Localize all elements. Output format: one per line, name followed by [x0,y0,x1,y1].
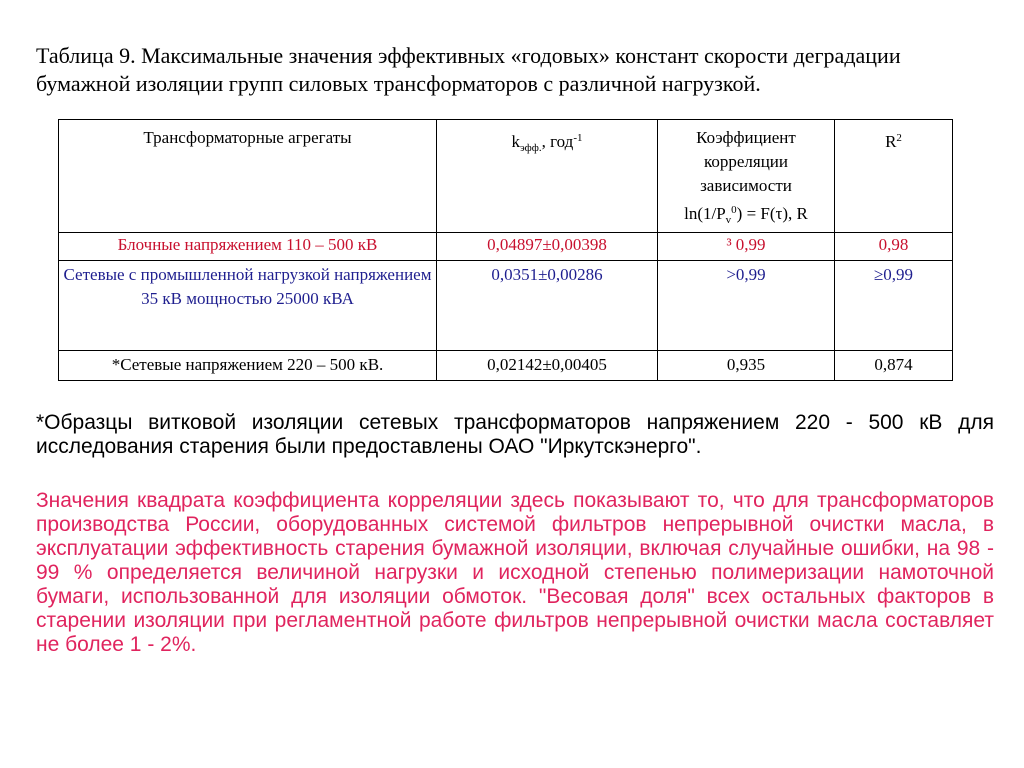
table-row [59,351,953,381]
row-network-correlation: 0,935 [658,351,835,381]
table-caption [36,42,976,98]
header-k-eff-unit: , год [541,132,574,151]
header-correlation-formula-post: ) = F(τ), R [736,204,808,223]
row-network-k-eff: 0,02142±0,00405 [437,351,658,381]
header-r-squared [835,120,953,233]
header-correlation-formula-sub: v [725,214,732,226]
header-transformer-units [59,120,437,233]
row-block-correlation: ³ 0,99 [658,233,835,261]
row-block-group: Блочные напряжением 110 – 500 кВ [59,233,437,261]
table-header-row [59,120,953,233]
degradation-constants-table [58,119,953,381]
header-correlation-formula-pre: ln(1/P [684,204,726,223]
header-correlation-formula-sup: 0 [731,204,737,216]
row-grid-group: Сетевые с промышленной нагрузкой напряжением 35 кВ мощностью 25000 кВА [59,261,437,351]
table-row [59,261,953,351]
footnote-text: *Образцы витковой изоляции сетевых трансформаторов напряжением 220 - 500 кВ для исследования старения были предоставлены ОАО "Иркутскэнерго". [36,411,994,458]
header-r-squared-superscript: 2 [896,132,902,144]
table-row [59,233,953,261]
row-network-group: *Сетевые напряжением 220 – 500 кВ. [59,351,437,381]
caption-line-1: Таблица 9. Максимальные значения эффективных «годовых» констант скорости деградации [36,43,901,68]
header-correlation [658,120,835,233]
header-correlation-line-2: корреляции [703,152,789,171]
row-block-k-eff: 0,04897±0,00398 [437,233,658,261]
header-correlation-line-1: Коэффициент [696,128,796,147]
header-correlation-line-3: зависимости [700,176,792,195]
row-grid-correlation: >0,99 [658,261,835,351]
header-r-squared-symbol: R [885,132,897,151]
header-k-eff-superscript: -1 [573,132,583,144]
explanation-text: Значения квадрата коэффициента корреляции здесь показывают то, что для трансформаторов производства России, оборудованных системой фильтров непрерывной очистки масла, в эксплуатации эффективность старения бумажной изоляции, включая случайные ошибки, на 98 - 99 % определяется величиной нагрузки и исходной степенью полимеризации намоточной бумаги, использованной для изоляции обмоток. "Весовая доля" всех остальных факторов в старении изоляции при регламентной работе фильтров непрерывной очистки масла составляет не более 1 - 2%. [36,489,994,656]
row-grid-r-squared: ≥0,99 [835,261,953,351]
header-k-eff-symbol: k [511,132,520,151]
header-transformer-units-label: Трансформаторные агрегаты [143,128,352,147]
header-k-eff-subscript: эфф. [520,142,542,154]
row-grid-k-eff: 0,0351±0,00286 [437,261,658,351]
row-network-r-squared: 0,874 [835,351,953,381]
header-k-eff [437,120,658,233]
caption-line-2: бумажной изоляции групп силовых трансформаторов с различной нагрузкой. [36,71,761,96]
row-block-r-squared: 0,98 [835,233,953,261]
